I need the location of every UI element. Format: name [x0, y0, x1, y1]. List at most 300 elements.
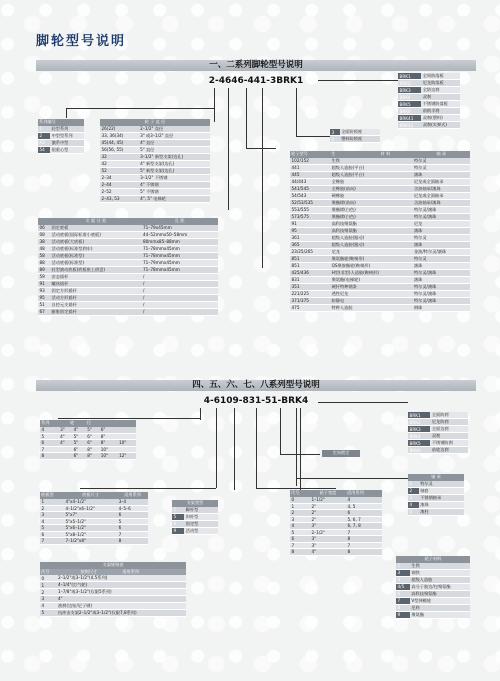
table-cell: 475 — [290, 304, 330, 311]
table-cell: 滚柱 — [419, 508, 464, 515]
table-cell: 激系中型 — [50, 139, 84, 146]
table-cell: 6 — [396, 590, 410, 597]
table-row — [100, 146, 210, 153]
table-cell: 6 — [117, 525, 148, 532]
table-cell: 1 — [408, 481, 419, 488]
table-header-cell: 适用系列 — [346, 490, 382, 497]
table-cell: 活动方形插杆 — [50, 294, 141, 301]
table-cell: 活动型 — [184, 527, 218, 534]
table-cell: 4" — [72, 427, 86, 434]
table-cell: 7 — [290, 542, 310, 549]
table-row — [290, 304, 470, 311]
table-cell: 螺丝插杆 — [50, 280, 141, 287]
table-cell: 2–52 — [100, 188, 139, 195]
table-cell: 102/152 — [290, 158, 330, 165]
table-cell: 4 — [346, 497, 382, 504]
table-header-cell: 轮子材料 — [396, 556, 470, 563]
table-row — [100, 188, 210, 195]
section1-code: 2-4646-441-3BRK1 — [208, 76, 304, 86]
table-cell: 2–44 — [100, 181, 139, 188]
table-header-cell: 底板尺寸 — [64, 492, 117, 499]
table-cell: 7 — [396, 597, 410, 604]
table-cell: 6" — [99, 427, 117, 434]
table-cell: 831 — [290, 276, 330, 283]
table — [330, 129, 380, 143]
table-cell: 特尔灵/滚珠 — [412, 290, 470, 297]
connector-line — [214, 88, 215, 122]
bearing-table — [408, 474, 464, 516]
table-row — [408, 419, 468, 426]
table-row — [396, 611, 470, 618]
table-cell: 尼料 — [410, 604, 470, 611]
table-cell: 5" 直径 — [139, 146, 210, 153]
table-cell: 轻型系列 — [50, 126, 84, 133]
table-cell: 6 — [40, 440, 59, 447]
table-cell: 95 — [290, 227, 330, 234]
table-cell: 9 — [172, 527, 184, 534]
table-row — [290, 220, 470, 227]
table-cell: 8 — [396, 604, 410, 611]
table-header-cell: 支架类型 — [172, 500, 218, 507]
table-cell: 71–79x45mm — [141, 225, 218, 232]
table-row — [40, 589, 186, 596]
table-row — [38, 231, 218, 238]
table-cell: 2 — [40, 505, 64, 512]
table-cell: 钢珠 — [412, 304, 470, 311]
table-cell: 滚珠 — [419, 501, 464, 508]
table-cell: 3 — [40, 596, 56, 603]
table-row — [408, 440, 468, 447]
table-header-cell: 适用系列 — [117, 492, 148, 499]
table-cell: BRK6 — [398, 108, 421, 115]
table-cell: 221/225 — [290, 290, 330, 297]
table-cell: 特尔灵 — [419, 481, 464, 488]
table-cell: 2" — [310, 510, 346, 517]
table-row — [172, 513, 218, 520]
table-cell: 1–7/8"或3–1/2"(仅限5系列) — [56, 589, 186, 596]
table-row — [290, 213, 470, 220]
table-cell: 0 — [290, 497, 310, 504]
table-cell: 尼龙 — [412, 220, 470, 227]
table-cell: 硬橡胶 — [330, 192, 412, 199]
table-row — [290, 262, 470, 269]
table-row — [290, 290, 470, 297]
table-header-cell: 系列 — [40, 420, 59, 427]
table-row — [100, 139, 210, 146]
table-cell: / — [141, 273, 218, 280]
table-cell: 7 — [346, 542, 382, 549]
table-cell: 71–79mmx45mm — [141, 259, 218, 266]
connector-line — [58, 418, 200, 419]
table-header-cell: 孔 距 — [141, 218, 218, 225]
table-cell: 2–34 — [100, 174, 139, 181]
table-row — [290, 549, 382, 556]
table-cell: 851 — [290, 255, 330, 262]
table-cell: BRK2 — [398, 80, 421, 87]
table-row — [38, 287, 218, 294]
table-cell: 很重心型 — [50, 146, 84, 153]
table-cell: 双刹 — [421, 94, 460, 101]
table-cell: 573/575 — [290, 213, 330, 220]
table-cell: 2 — [290, 510, 310, 517]
table-cell: 特种人造胶 — [330, 304, 412, 311]
table-cell: 特尔灵 — [412, 255, 470, 262]
table-cell: 3 — [396, 569, 410, 576]
section2-code: 4-6109-831-51-BRK4 — [203, 396, 309, 406]
table-row — [398, 101, 460, 108]
table-cell: 2–43, 53 — [100, 195, 139, 202]
table-row — [396, 597, 470, 604]
table-cell: 6 — [172, 520, 184, 527]
table-cell: 特尔灵/滚珠 — [412, 206, 470, 213]
table-row — [40, 609, 186, 616]
table-cell: 08 — [38, 231, 50, 238]
table-cell: 5 — [117, 518, 148, 525]
table-cell: 48 — [38, 245, 50, 252]
table-cell: 3 — [330, 129, 340, 136]
table-header-cell: 代号 — [290, 490, 310, 497]
table-row — [38, 132, 84, 139]
table-row — [38, 308, 218, 315]
table-cell: BRK5 — [408, 440, 430, 447]
table-cell: 1 — [290, 503, 310, 510]
wheel-diameter-table — [100, 119, 210, 203]
table-cell: 超级人造胶 — [410, 576, 470, 583]
table-cell: 3" — [310, 536, 346, 543]
connector-line — [296, 408, 297, 486]
table-cell: BRK5 — [398, 101, 421, 108]
table-cell: 固定型 — [184, 520, 218, 527]
table-cell: 3 — [40, 512, 64, 519]
table-cell: 生铁 — [410, 563, 470, 570]
table-cell: 1 — [172, 507, 184, 514]
table-cell: 特尔灵 — [412, 164, 470, 171]
table-cell: BRK1 — [408, 412, 430, 419]
table-cell: 活动底板(标准型) — [50, 259, 141, 266]
connector-line — [246, 148, 276, 149]
table-cell: 91 — [38, 280, 50, 287]
table-row — [408, 447, 468, 454]
table-cell: 6 — [117, 512, 148, 519]
connector-line — [280, 408, 281, 454]
series-diameter-table — [40, 420, 136, 460]
table-cell: 聚氨酯 — [410, 611, 470, 618]
table-cell: 44/443 — [290, 178, 330, 185]
table-cell: 51 — [38, 301, 50, 308]
connector-line — [318, 80, 398, 81]
table-cell: 7 — [346, 529, 382, 536]
table-row — [408, 426, 468, 433]
table-cell: 透性尼龙 — [330, 290, 412, 297]
table-cell: 前轮边刹 — [430, 447, 468, 454]
table-cell: 脚杆型 — [184, 507, 218, 514]
connector-line — [80, 488, 216, 489]
table-row — [290, 234, 470, 241]
table-header-cell: 底板型 — [40, 492, 64, 499]
table-cell: 54/543 — [290, 192, 330, 199]
table-row — [290, 283, 470, 290]
table-cell: 5"x5–1/2" — [64, 518, 117, 525]
table-cell: 超级人造胶(平台) — [330, 164, 412, 171]
table-cell: 6" — [72, 453, 86, 460]
table-row — [396, 604, 470, 611]
table-cell: / — [141, 280, 218, 287]
connector-line — [228, 88, 229, 210]
wheel-diameter-header: 轮 子 直 径 — [100, 119, 210, 126]
table-cell: 4 — [408, 501, 419, 508]
table-cell: V型弹模轮 — [410, 597, 470, 604]
table — [408, 474, 464, 516]
table-cell: 5 — [290, 529, 310, 536]
table-cell: 52 — [100, 167, 139, 174]
table-header-cell: 轴 承 — [412, 151, 470, 158]
connector-line — [66, 108, 214, 109]
table-header-cell: 轮子型号 — [290, 151, 330, 158]
table-header-cell: 轴 承 — [408, 474, 464, 481]
table-cell: 塑料防锁废 — [340, 136, 380, 143]
table-cell: 抗冲击支架2–1/2"或3–1/2"(仅限7,8系列) — [56, 609, 186, 616]
table-cell: 尼龙防刹 — [430, 419, 468, 426]
table-cell: 2 — [408, 487, 419, 494]
table-cell: 4" 直径 — [139, 139, 210, 146]
table-cell: 超级人造胶(跟动) — [330, 234, 412, 241]
table-cell: 6 — [290, 536, 310, 543]
table-cell: 4"x4–1/2" — [64, 499, 117, 506]
table-cell: 5"x7" — [64, 512, 117, 519]
table-cell: 2–1/2" — [310, 529, 346, 536]
table-cell: 541/545 — [290, 185, 330, 192]
table-row — [290, 248, 470, 255]
table-row — [290, 206, 470, 213]
table-cell: 5"x6–1/2" — [64, 525, 117, 532]
table-cell: 7 — [40, 538, 64, 545]
brake-table — [330, 129, 380, 143]
table-cell: 3" — [59, 427, 73, 434]
table-cell: 特尔灵/滚珠 — [412, 297, 470, 304]
table-cell: 聚酯烯(前向) — [330, 199, 412, 206]
table-cell: 全橡胶 — [330, 178, 412, 185]
table-cell: 尼龙或全面轴承 — [412, 192, 470, 199]
table-cell: 金油/特尔灵/滚珠 — [412, 248, 470, 255]
table-row — [398, 115, 460, 122]
table-cell: 58 — [38, 252, 50, 259]
table-cell: 3–1/2" 不锈钢 — [139, 174, 210, 181]
table-cell: 8 — [346, 549, 382, 556]
table-cell: 高科技聚氨酯 — [330, 227, 412, 234]
table-cell: 全防边刹 — [421, 87, 460, 94]
table-row — [290, 276, 470, 283]
table-cell: 特尔灵/滚珠 — [412, 213, 470, 220]
table-header-cell: 代号 — [40, 569, 56, 576]
table-cell: 42 — [100, 160, 139, 167]
table-row — [100, 181, 210, 188]
table-cell: 8 — [40, 453, 59, 460]
table-cell: 23/25/265 — [290, 248, 330, 255]
table-cell: 自控元支插杆 — [50, 301, 141, 308]
direction-lock-label: 定向锁定 — [322, 450, 360, 457]
table-cell: 7–1/2"x8" — [64, 538, 117, 545]
table-cell: 特尔灵 — [412, 234, 470, 241]
table-cell: 液刹(边钻/尼子钢) — [56, 602, 186, 609]
table — [398, 73, 460, 129]
table-cell: 445 — [290, 171, 330, 178]
table-cell: 851 — [290, 262, 330, 269]
table-cell: 8" — [86, 453, 100, 460]
table-row — [38, 259, 218, 266]
table-row — [38, 252, 218, 259]
connector-line — [256, 408, 257, 488]
table-cell: 5" — [86, 427, 100, 434]
table-cell: 5" 新型支架(边孔) — [139, 167, 210, 174]
table-cell: 滚珠 — [412, 171, 470, 178]
table-cell: 超级人造胶(平台) — [330, 171, 412, 178]
table-cell: / — [141, 294, 218, 301]
table — [408, 412, 468, 454]
table-header-cell: 按刹尺寸 — [56, 569, 121, 576]
table-cell: 4 — [330, 136, 340, 143]
connector-line — [246, 88, 247, 148]
table-row — [396, 590, 470, 597]
table-cell: 固定方形插杆 — [50, 287, 141, 294]
table-row — [408, 508, 464, 515]
section2-title: 四、五、六、七、八系列型号说明 — [36, 380, 476, 391]
table-row — [398, 80, 460, 87]
table-cell: 91 — [290, 220, 330, 227]
table-cell: 钢铁 — [410, 569, 470, 576]
table-row — [408, 487, 464, 494]
table-cell: 6 — [40, 531, 64, 538]
table-cell: BRK41 — [398, 115, 421, 122]
table-cell: 59 — [38, 273, 50, 280]
table-cell: 双刹(塑料) — [421, 115, 460, 122]
table-row — [100, 160, 210, 167]
table-cell: 聚酯烯(白色) — [330, 206, 412, 213]
table-cell: 特尔灵/滚珠 — [412, 283, 470, 290]
table-row — [172, 527, 218, 534]
table-cell: 3 — [408, 494, 419, 501]
table-cell: 超级人造胶(跟动) — [330, 241, 412, 248]
table-cell: 32 — [100, 153, 139, 160]
table-cell: 1 — [38, 126, 50, 133]
table-cell: 1 — [396, 563, 410, 570]
table-row — [38, 146, 84, 153]
table — [100, 119, 210, 203]
table-row — [38, 273, 218, 280]
table-row — [38, 280, 218, 287]
table-row — [290, 185, 470, 192]
table-row — [398, 94, 460, 101]
table-cell: 6" — [86, 433, 100, 440]
table-cell: / — [141, 308, 218, 315]
table-cell: 4 — [40, 518, 64, 525]
table-cell: 0 — [40, 575, 56, 582]
table-cell: 轻型滚动底板(底板座上借盘) — [50, 266, 141, 273]
table-cell: 56(56, 55) — [100, 146, 139, 153]
table-cell: 4–1/2"x6–1/2" — [64, 505, 117, 512]
table-row — [290, 199, 470, 206]
table-cell: 4" — [310, 549, 346, 556]
table-cell: 高分子胶边/包聚氨酯 — [410, 583, 470, 590]
table-cell: 聚酯烯(白色) — [330, 213, 412, 220]
table-cell: 3 — [290, 516, 310, 523]
table-row — [290, 164, 470, 171]
table-cell: 全面边刹 — [430, 426, 468, 433]
table-cell — [59, 453, 73, 460]
table-row — [290, 269, 470, 276]
wheel-material-table — [396, 556, 470, 619]
table-cell: 5 — [40, 609, 56, 616]
table-cell: 2 — [38, 132, 50, 139]
table-row — [408, 433, 468, 440]
table-cell: / — [141, 287, 218, 294]
connector-line — [200, 408, 201, 420]
table-cell: 4–1/4"(打气轮) — [56, 582, 186, 589]
series-table-header: 系列编号 — [38, 119, 84, 126]
table-cell: 371/375 — [290, 297, 330, 304]
table-cell: 26(22) — [100, 126, 139, 133]
table-row — [396, 576, 470, 583]
table-cell: 2 — [40, 589, 56, 596]
table-cell: 361 — [290, 234, 330, 241]
table-cell: 含油轴承/滚珠 — [412, 185, 470, 192]
table-cell: 双刹 — [430, 433, 468, 440]
table-header-cell: 径 — [86, 420, 136, 427]
table-cell: 5" — [72, 433, 86, 440]
table-cell: 滚珠 — [412, 262, 470, 269]
table-cell: 5 — [408, 508, 419, 515]
table-row — [172, 520, 218, 527]
table-cell: 45(44, 45) — [100, 139, 139, 146]
connector-line — [216, 408, 217, 488]
table-cell: 5 — [40, 433, 59, 440]
table-cell: 44–52mmx50–58mm — [141, 231, 218, 238]
table-cell: 425/436 — [290, 269, 330, 276]
table-cell: 4" 新型支架(边孔) — [139, 160, 210, 167]
table-cell: 2–1/2" 直径 — [139, 126, 210, 133]
table — [396, 556, 470, 619]
table-cell: BRK2 — [408, 419, 430, 426]
connector-line — [318, 402, 408, 403]
table-cell: 4" 不锈钢 — [139, 181, 210, 188]
table-cell: 不锈钢轴承 — [419, 494, 464, 501]
table-cell: 553/555 — [290, 206, 330, 213]
bracket-type-table — [172, 500, 218, 535]
table-cell: 2" — [310, 516, 346, 523]
table-cell: 6, 7, 8 — [346, 523, 382, 530]
table-row — [40, 453, 136, 460]
table — [40, 420, 136, 460]
table-cell: 生铁 — [330, 158, 412, 165]
connector-line — [296, 478, 408, 479]
table-cell: 活动底板(标准型) — [50, 252, 141, 259]
table-cell: 1–1/2" — [310, 497, 346, 504]
table-cell: 双刹(实弹式) — [421, 122, 460, 129]
table-cell: A2 — [38, 139, 50, 146]
table-cell: 10" — [99, 446, 117, 453]
table-cell: 固定底板 — [50, 225, 141, 232]
table-cell: 斜杆型 — [184, 513, 218, 520]
table-cell: 4 — [40, 602, 56, 609]
table-cell: 80mmx85–88mm — [141, 238, 218, 245]
table-row — [290, 255, 470, 262]
table-cell: 特尔灵/滚珠 — [412, 269, 470, 276]
table-cell: 特尔灵 — [412, 158, 470, 165]
series-table — [38, 119, 84, 154]
connector-line — [256, 488, 336, 489]
table-cell: 7 — [40, 446, 59, 453]
table-cell: 4" — [56, 596, 186, 603]
table-header-cell: 生 — [330, 151, 358, 158]
